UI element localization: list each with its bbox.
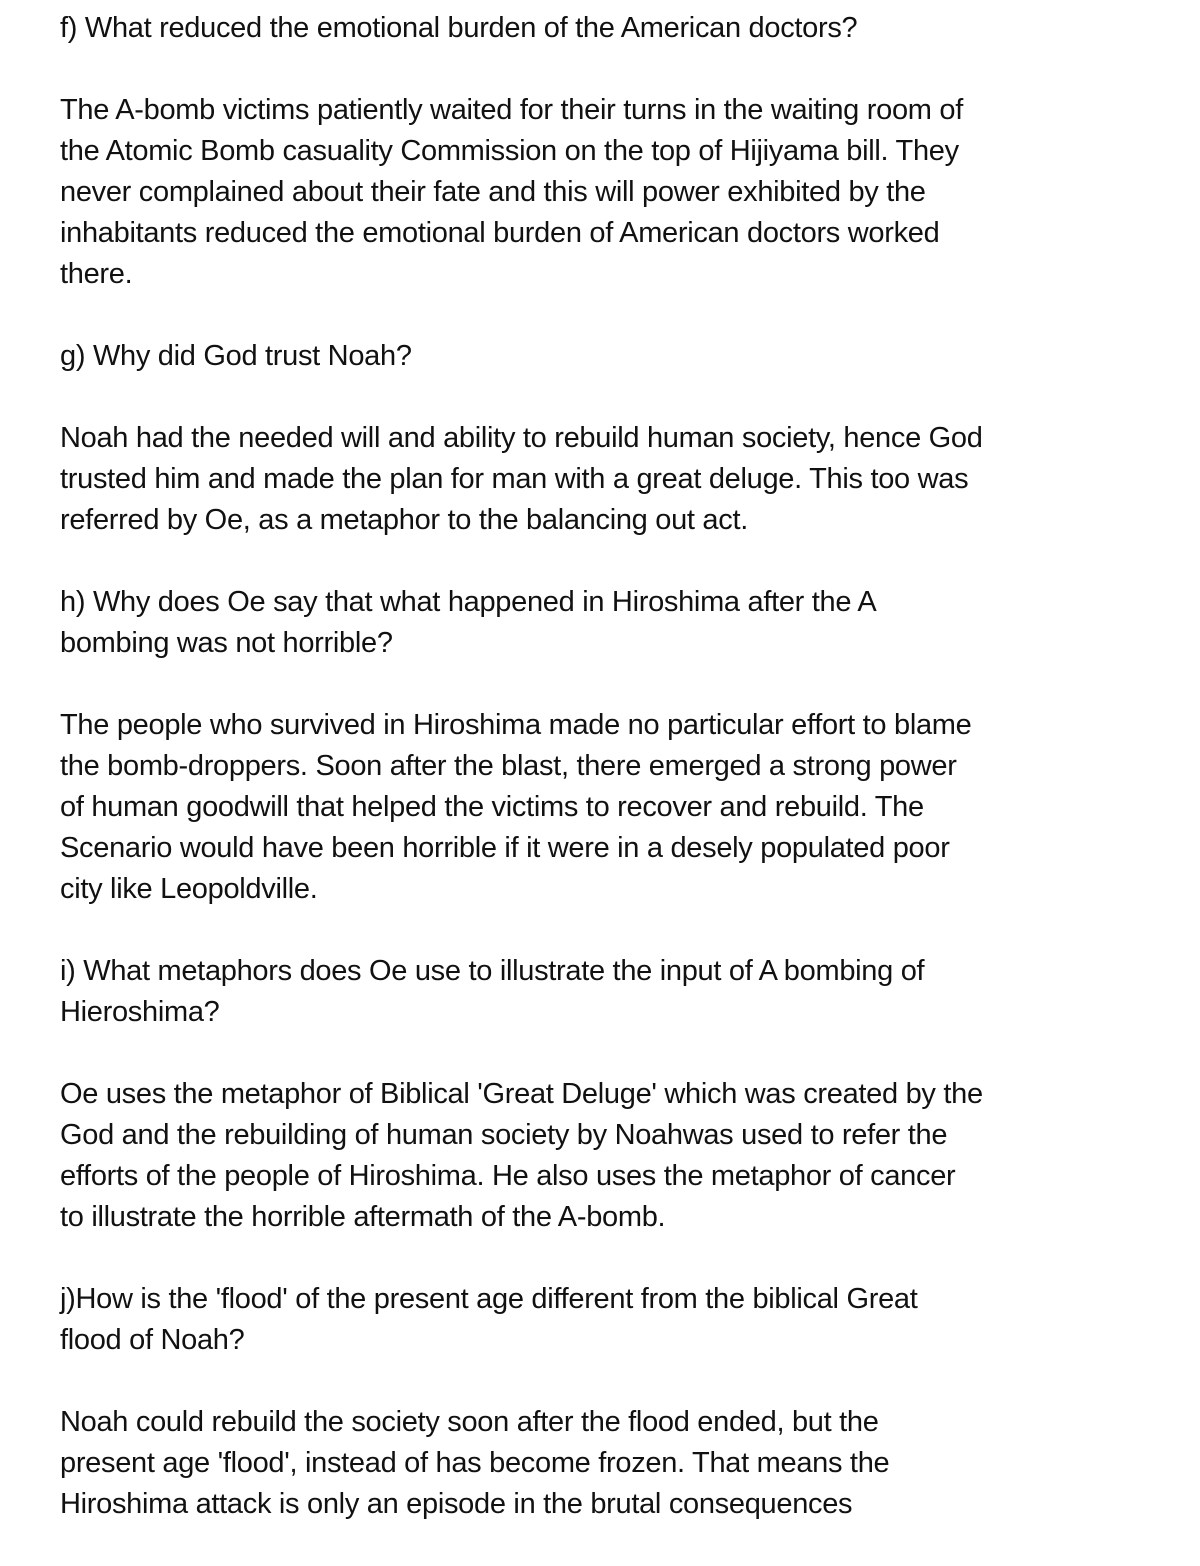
qa-item-j — [60, 1279, 1200, 1525]
answer-f: The A-bomb victims patiently waited for their turns in the waiting room of the Atomic Bomb casuality Commission on the top of Hijiyama bill. They never complained about their fate and this will power exhibited by the inhabitants reduced the emotional burden of American doctors worked there. — [60, 94, 963, 290]
question-j: j)How is the 'flood' of the present age different from the biblical Great flood of Noah? — [60, 1283, 918, 1356]
answer-j: Noah could rebuild the society soon after the flood ended, but the present age 'flood', instead of has become frozen. That means the Hiroshima attack is only an episode in the brutal consequences — [60, 1406, 890, 1520]
question-i: i) What metaphors does Oe use to illustrate the input of A bombing of Hieroshima? — [60, 955, 925, 1028]
document-page — [60, 8, 1200, 1566]
question-g: g) Why did God trust Noah? — [60, 340, 412, 372]
qa-item-h — [60, 582, 1200, 910]
question-f: f) What reduced the emotional burden of the American doctors? — [60, 12, 858, 44]
answer-g: Noah had the needed will and ability to rebuild human society, hence God trusted him and made the plan for man with a great deluge. This too was referred by Oe, as a metaphor to the balancing out act. — [60, 422, 983, 536]
qa-item-i — [60, 951, 1200, 1238]
qa-item-g — [60, 336, 1200, 541]
answer-h: The people who survived in Hiroshima made no particular effort to blame the bomb-droppers. Soon after the blast, there emerged a strong power of human goodwill that helped the victims to recover and rebuild. The Scenario would have been horrible if it were in a desely populated poor city like Leopoldville. — [60, 709, 972, 905]
question-h: h) Why does Oe say that what happened in Hiroshima after the A bombing was not horrible? — [60, 586, 877, 659]
answer-i: Oe uses the metaphor of Biblical 'Great Deluge' which was created by the God and the rebuilding of human society by Noahwas used to refer the efforts of the people of Hiroshima. He also uses the metaphor of cancer to illustrate the horrible aftermath of the A-bomb. — [60, 1078, 983, 1233]
qa-item-f — [60, 8, 1200, 295]
